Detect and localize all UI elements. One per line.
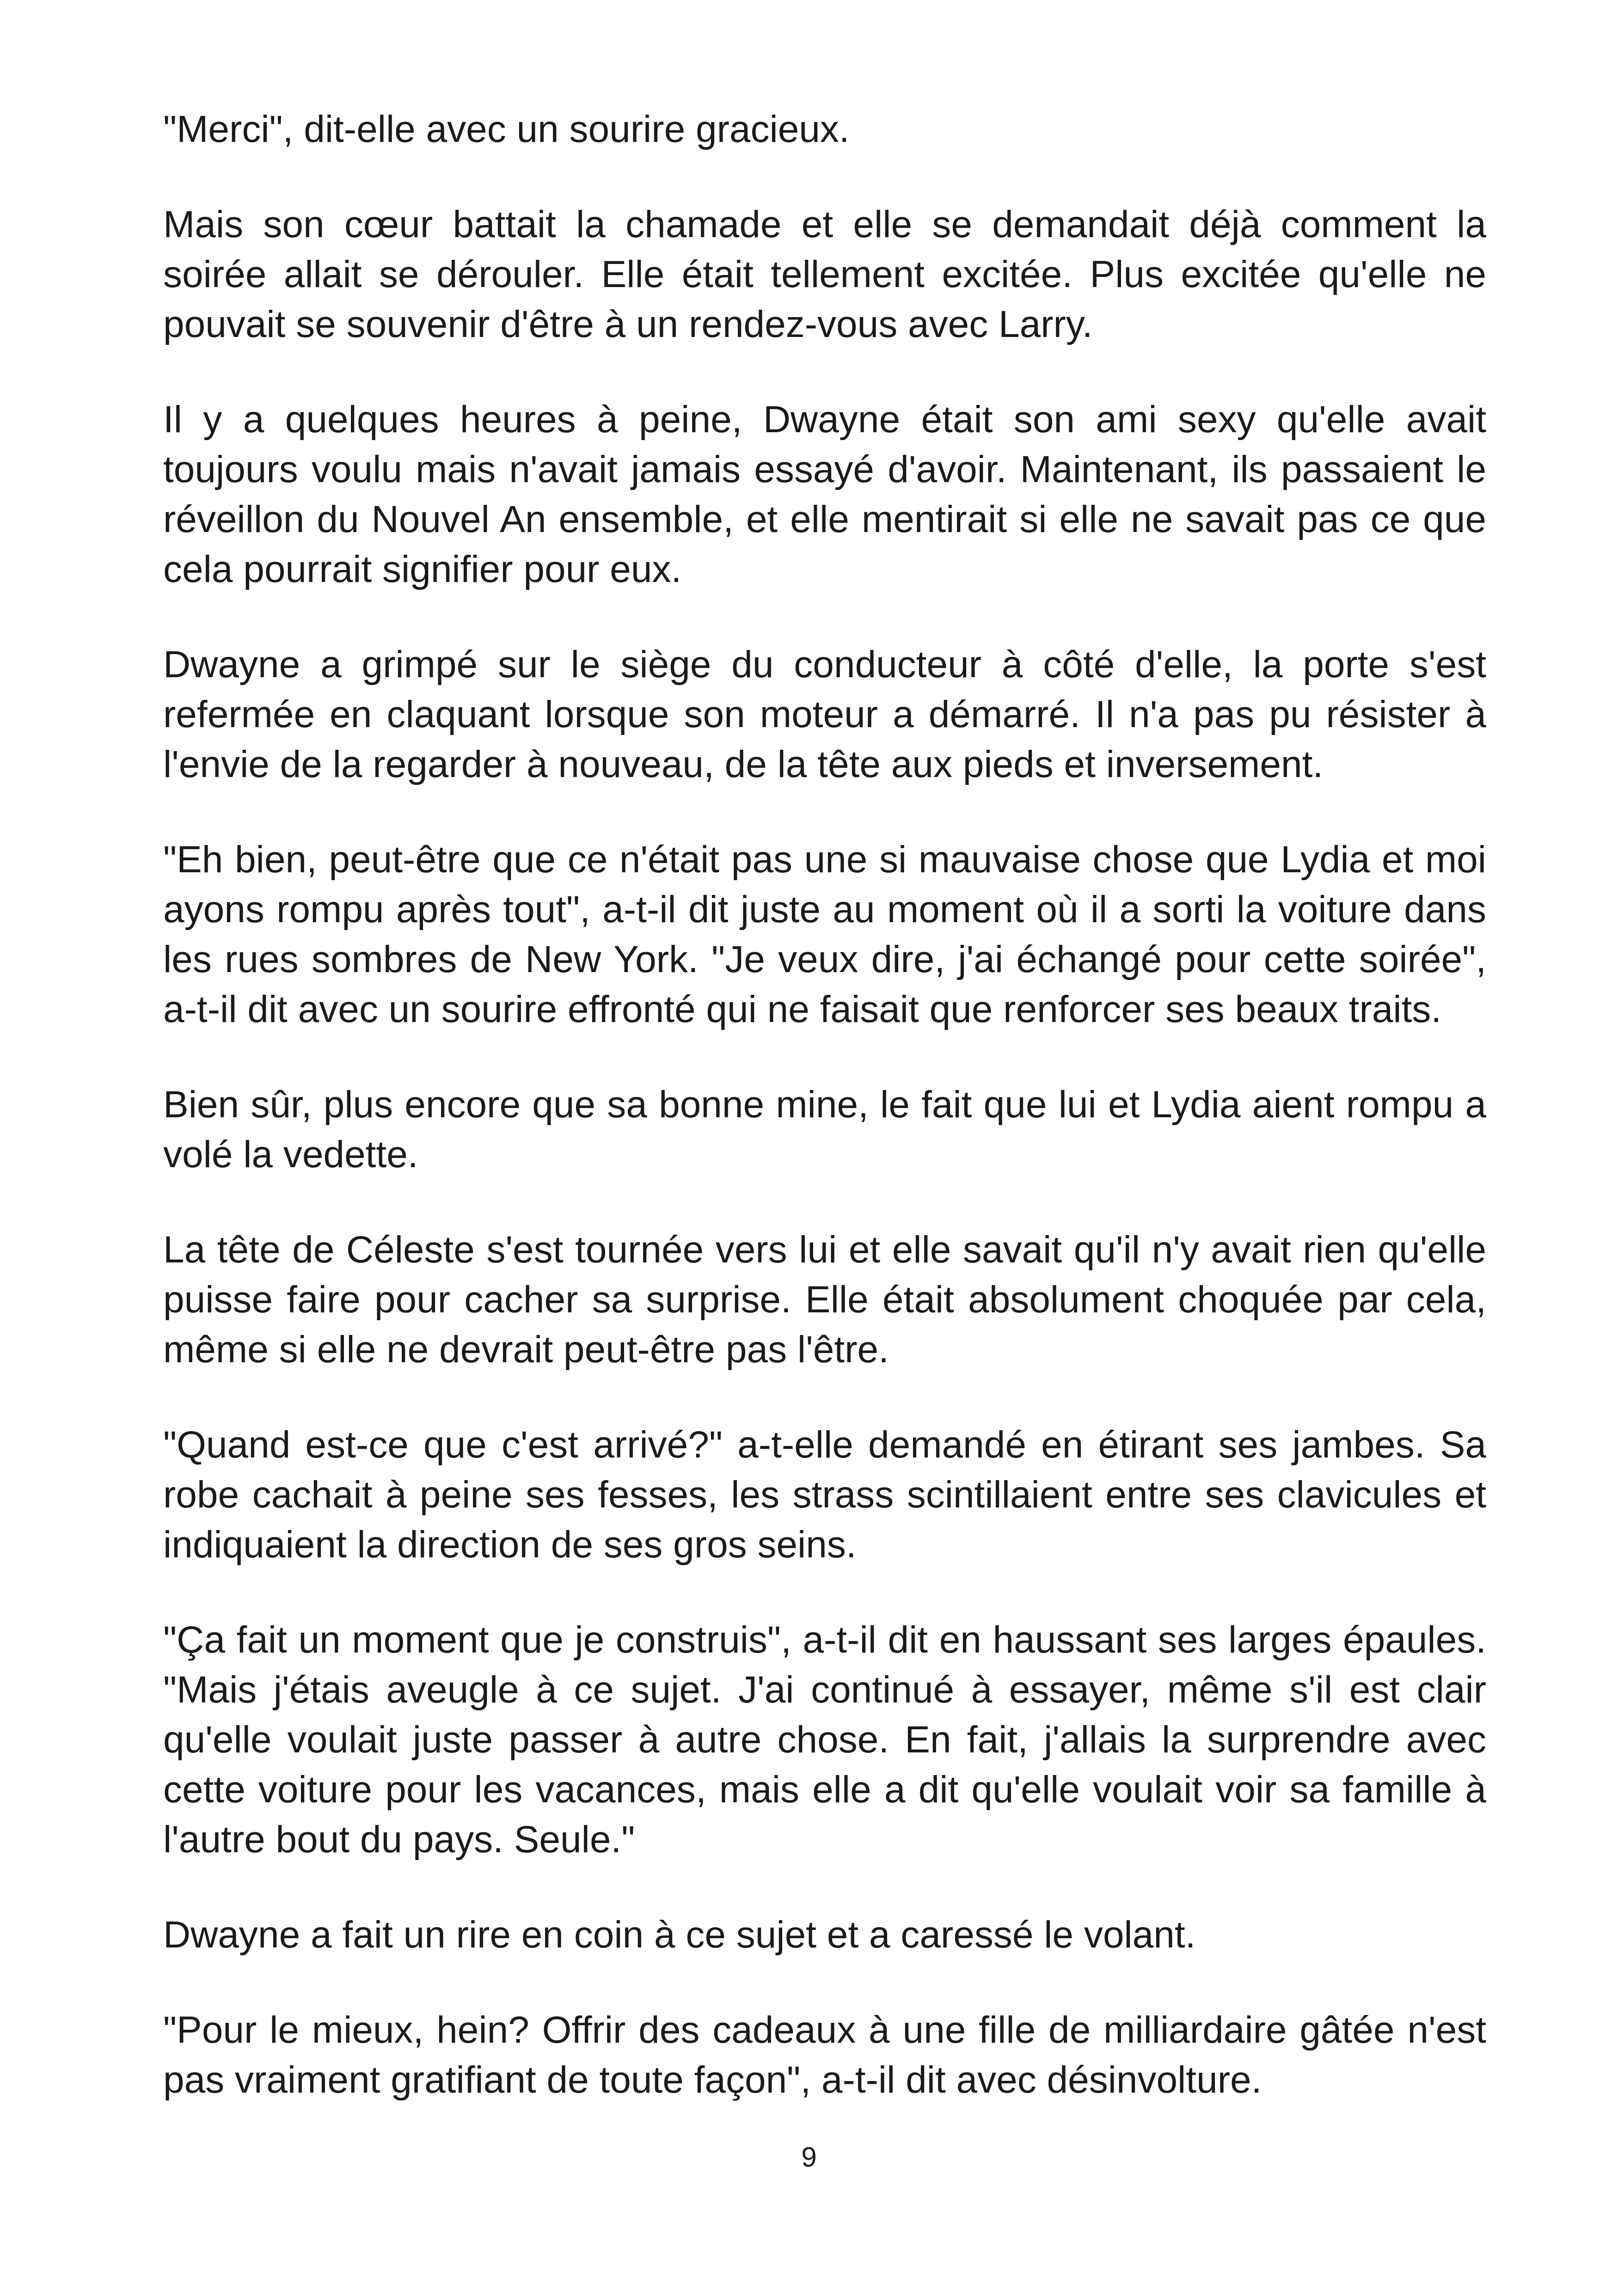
paragraph: La tête de Céleste s'est tournée vers lui et elle savait qu'il n'y avait rien qu'elle puisse faire pour cacher sa surprise. Elle était absolument choquée par cela, même si elle ne devrait peut-être pas l'être. — [163, 1229, 1486, 1371]
paragraph: "Quand est-ce que c'est arrivé?" a-t-elle demandé en étirant ses jambes. Sa robe cachait à peine ses fesses, les strass scintillaient entre ses clavicules et indiquaient la direction de ses gros seins. — [163, 1424, 1486, 1566]
paragraph: "Merci", dit-elle avec un sourire gracieux. — [163, 108, 850, 150]
paragraph: Dwayne a grimpé sur le siège du conducteur à côté d'elle, la porte s'est refermée en claquant lorsque son moteur a démarré. Il n'a pas pu résister à l'envie de la regarder à nouveau, de la tête aux pieds et inversement. — [163, 643, 1486, 785]
paragraph: "Pour le mieux, hein? Offrir des cadeaux à une fille de milliardaire gâtée n'est pas vraiment gratifiant de toute façon", a-t-il dit avec désinvolture. — [163, 2009, 1486, 2101]
paragraph: Dwayne a fait un rire en coin à ce sujet et a caressé le volant. — [163, 1914, 1196, 1956]
paragraph: Mais son cœur battait la chamade et elle se demandait déjà comment la soirée allait se dérouler. Elle était tellement excitée. Plus excitée qu'elle ne pouvait se souvenir d'être à un rendez-vous avec Larry. — [163, 203, 1486, 345]
paragraph: "Eh bien, peut-être que ce n'était pas une si mauvaise chose que Lydia et moi ayons rompu après tout", a-t-il dit juste au moment où il a sorti la voiture dans les rues sombres de New York. "Je veux dire, j'ai échangé pour cette soirée", a-t-il dit avec un sourire effronté qui ne faisait que renforcer ses beaux traits. — [163, 839, 1486, 1030]
paragraph: Il y a quelques heures à peine, Dwayne était son ami sexy qu'elle avait toujours voulu mais n'avait jamais essayé d'avoir. Maintenant, ils passaient le réveillon du Nouvel An ensemble, et elle mentirait si elle ne savait pas ce que cela pourrait signifier pour eux. — [163, 398, 1486, 590]
paragraph: "Ça fait un moment que je construis", a-t-il dit en haussant ses larges épaules. "Mais j'étais aveugle à ce sujet. J'ai continué à essayer, même s'il est clair qu'elle voulait juste passer à autre chose. En fait, j'allais la surprendre avec cette voiture pour les vacances, mais elle a dit qu'elle voulait voir sa famille à l'autre bout du pays. Seule." — [163, 1619, 1486, 1861]
body-text — [163, 104, 1486, 2105]
paragraph: Bien sûr, plus encore que sa bonne mine, le fait que lui et Lydia aient rompu a volé la vedette. — [163, 1084, 1486, 1176]
page-number: 9 — [801, 2142, 817, 2173]
